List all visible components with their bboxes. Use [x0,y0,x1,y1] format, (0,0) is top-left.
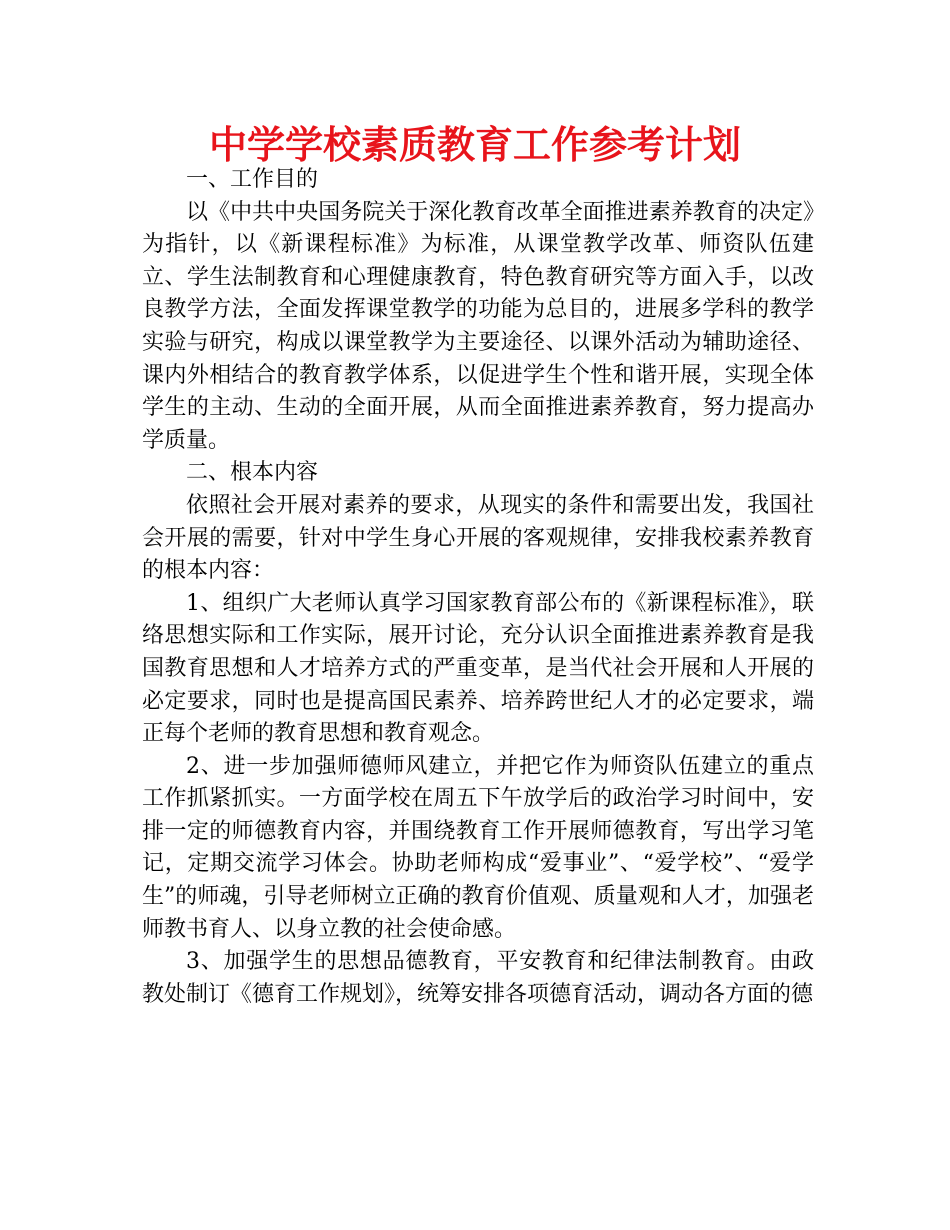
paragraph-item-3: 3、加强学生的思想品德教育，平安教育和纪律法制教育。由政教处制订《德育工作规划》，统筹安排各项德育活动，调动各方面的德 [142,949,814,1007]
paragraph-content-intro: 依照社会开展对素养的要求，从现实的条件和需要出发，我国社会开展的需要，针对中学生身心开展的客观规律，安排我校素养教育的根本内容： [142,492,814,584]
section-heading-content: 二、根本内容 [186,460,319,486]
document-title: 中学学校素质教育工作参考计划 [208,122,741,167]
document-body [142,164,814,1011]
paragraph-purpose: 以《中共中央国务院关于深化教育改革全面推进素养教育的决定》为指针，以《新课程标准》为标准，从课堂教学改革、师资队伍建立、学生法制教育和心理健康教育，特色教育研究等方面入手，以改良教学方法，全面发挥课堂教学的功能为总目的，进展多学科的教学实验与研究，构成以课堂教学为主要途径、以课外活动为辅助途径、课内外相结合的教育教学体系，以促进学生个性和谐开展，实现全体学生的主动、生动的全面开展，从而全面推进素养教育，努力提高办学质量。 [142,199,814,453]
section-heading-purpose: 一、工作目的 [186,167,319,192]
paragraph-item-1: 1、组织广大老师认真学习国家教育部公布的《新课程标准》，联络思想实际和工作实际，展开讨论，充分认识全面推进素养教育是我国教育思想和人才培养方式的严重变革，是当代社会开展和人开展的必定要求，同时也是提高国民素养、培养跨世纪人才的必定要求，端正每个老师的教育思想和教育观念。 [142,590,814,747]
paragraph-item-2: 2、进一步加强师德师风建立，并把它作为师资队伍建立的重点工作抓紧抓实。一方面学校在周五下午放学后的政治学习时间中，安排一定的师德教育内容，并围绕教育工作开展师德教育，写出学习笔记，定期交流学习体会。协助老师构成“爱事业”、“爱学校”、“爱学生”的师魂，引导老师树立正确的教育价值观、质量观和人才，加强老师教书育人、以身立教的社会使命感。 [142,753,814,942]
